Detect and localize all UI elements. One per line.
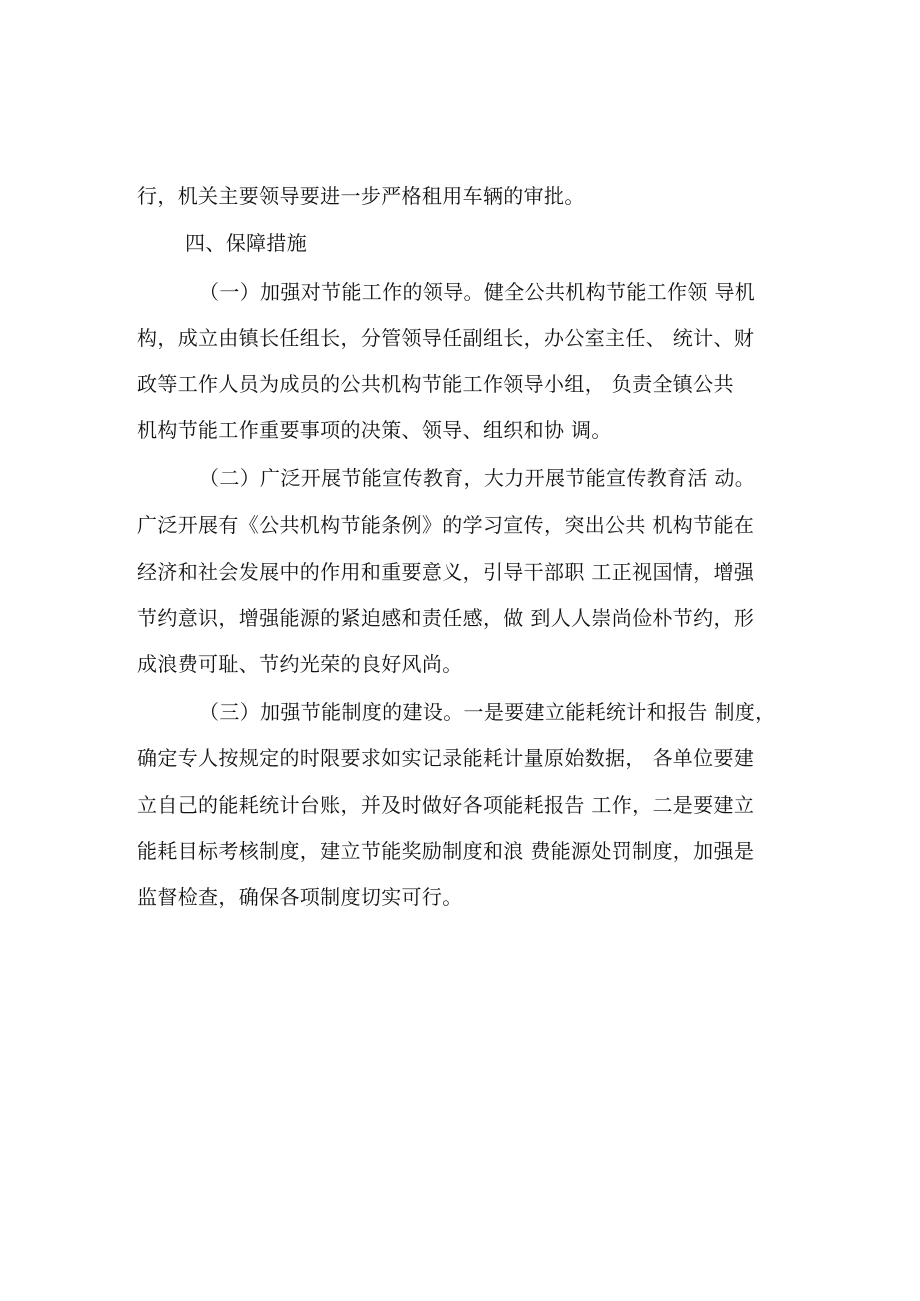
paragraph-2-line <box>0 598 920 638</box>
paragraph-1-line <box>0 410 920 450</box>
paragraph-2-line <box>0 505 920 545</box>
paragraph-3-line <box>0 877 920 917</box>
body-line <box>0 176 920 216</box>
line-text: 节约意识，增强能源的紧迫感和责任感，做 到人人崇尚俭朴节约，形 <box>137 606 755 630</box>
line-text: 广泛开展有《公共机构节能条例》的学习宣传，突出公共 机构节能在 <box>137 513 755 537</box>
line-text: （一）加强对节能工作的领导。健全公共机构节能工作领 导机 <box>199 280 756 304</box>
section-heading <box>0 223 920 263</box>
paragraph-1-line <box>0 364 920 404</box>
line-text: 成浪费可耻、节约光荣的良好风尚。 <box>137 652 463 676</box>
paragraph-1-line <box>0 318 920 358</box>
paragraph-1-line <box>0 272 920 312</box>
line-text: 构，成立由镇长任组长，分管领导任副组长，办公室主任、 统计、财 <box>137 326 755 350</box>
line-text: （二）广泛开展节能宣传教育，大力开展节能宣传教育活 动。 <box>199 466 756 490</box>
paragraph-3-line <box>0 831 920 871</box>
line-text: 政等工作人员为成员的公共机构节能工作领导小组， 负责全镇公共 <box>137 372 734 396</box>
line-text: 监督检查，确保各项制度切实可行。 <box>137 885 463 909</box>
line-text: 机构节能工作重要事项的决策、领导、组织和协 调。 <box>137 418 612 442</box>
paragraph-2-line <box>0 644 920 684</box>
heading-text: 四、保障措施 <box>185 231 308 255</box>
paragraph-2-line <box>0 552 920 592</box>
paragraph-2-line <box>0 458 920 498</box>
line-text: 经济和社会发展中的作用和重要意义，引导干部职 工正视国情，增强 <box>137 560 755 584</box>
line-text: 能耗目标考核制度，建立节能奖励制度和浪 费能源处罚制度，加强是 <box>137 839 755 863</box>
line-text: 立自己的能耗统计台账，并及时做好各项能耗报告 工作，二是要建立 <box>137 793 755 817</box>
line-text: 确定专人按规定的时限要求如实记录能耗计量原始数据， 各单位要建 <box>137 746 755 770</box>
paragraph-3-line <box>0 692 920 732</box>
line-text: （三）加强节能制度的建设。一是要建立能耗统计和报告 制度， <box>199 700 776 724</box>
line-text: 行，机关主要领导要进一步严格租用车辆的审批。 <box>137 184 585 208</box>
paragraph-3-line <box>0 785 920 825</box>
paragraph-3-line <box>0 738 920 778</box>
